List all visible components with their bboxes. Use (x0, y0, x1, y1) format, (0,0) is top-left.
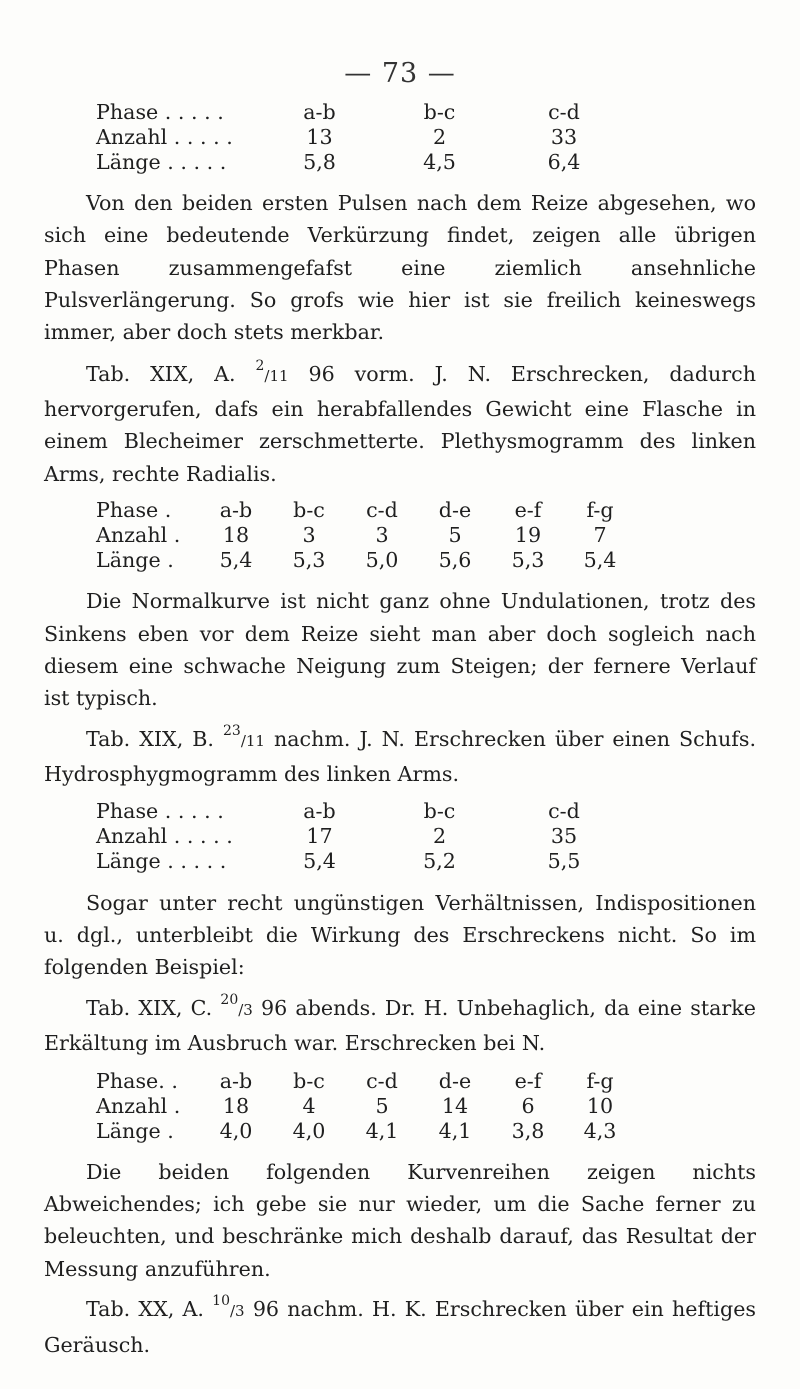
table-cell: e-f (514, 498, 542, 523)
table-cell: a-b (219, 498, 253, 523)
table-row (96, 799, 626, 824)
table-cell: 18 (222, 523, 250, 548)
table-cell: 5 (448, 523, 462, 548)
table-measurements-4 (96, 1069, 636, 1144)
table-cell: 3 (375, 523, 389, 548)
date-denominator: /11 (264, 366, 289, 385)
paragraph-text: nachm. J. N. Erschrecken über einen Schufs. Hydrosphygmogramm des linken Arms. (44, 726, 757, 787)
table-cell: c-d (548, 100, 580, 124)
date-denominator: /3 (238, 1001, 253, 1020)
table-cell: b-c (293, 498, 325, 523)
table-row (96, 523, 636, 548)
row-label: Phase . . . . . (96, 100, 224, 124)
paragraph: Die Normalkurve ist nicht ganz ohne Undulationen, trotz des Sinkens eben vor dem Reize sieht man aber doch sogleich nach diesem eine schwache Neigung zum Steigen; der fernere Verlauf ist typisch. (44, 589, 756, 711)
table-cell: 5,3 (511, 548, 545, 573)
table-cell: 2 (432, 124, 447, 149)
table-cell: 13 (306, 124, 333, 149)
table-cell: a-b (303, 799, 336, 824)
table-cell: c-d (366, 1068, 398, 1093)
table-measurements-2 (96, 498, 636, 573)
table-cell: 4,5 (423, 149, 456, 174)
table-cell: b-c (423, 100, 456, 124)
table-cell: 6 (521, 1093, 535, 1118)
table-row (96, 150, 626, 175)
table-cell: 18 (222, 1093, 250, 1118)
paragraph: Von den beiden ersten Pulsen nach dem Reize abgesehen, wo sich eine bedeutende Verkürzung findet, zeigen alle übrigen Phasen zusammengefafst eine ziemlich ansehnliche Pulsverlängerung. So grofs wie hier ist sie freilich keineswegs immer, aber doch stets merkbar. (44, 191, 756, 345)
table-cell: 5,0 (365, 548, 399, 573)
table-cell: 3,8 (511, 1118, 545, 1143)
table-cell: 10 (586, 1093, 614, 1118)
paragraph-text: 96 vorm. J. N. Erschrecken, dadurch hervorgerufen, dafs ein herabfallendes Gewicht eine Flasche in einem Blecheimer zerschmetterte. Plethysmogramm des linken Arms, rechte Radialis. (44, 361, 757, 486)
table-cell: c-d (548, 799, 580, 824)
table-cell: a-b (303, 100, 336, 124)
row-label: Anzahl . . . . . (96, 124, 233, 149)
table-cell: 4,0 (219, 1118, 253, 1143)
row-label: Länge . . . . . (96, 849, 227, 874)
date-numerator: 20 (220, 992, 239, 1009)
table-cell: d-e (438, 1068, 472, 1093)
row-label: Anzahl . . . . . (96, 824, 233, 849)
table-measurements-1 (96, 100, 626, 175)
table-cell: c-d (366, 498, 398, 523)
paragraph-text: 96 abends. Dr. H. Unbehaglich, da eine starke Erkältung im Ausbruch war. Erschrecken bei N. (44, 996, 756, 1056)
table-cell: 4 (302, 1093, 316, 1118)
table-cell: f-g (586, 1068, 614, 1093)
paragraph: Sogar unter recht ungünstigen Verhältnissen, Indispositionen u. dgl., unterbleibt die Wirkung des Erschreckens nicht. So im folgenden Beispiel: (44, 890, 756, 980)
table-cell: 3 (302, 523, 316, 548)
table-cell: 33 (550, 124, 578, 149)
date-denominator: /11 (240, 731, 265, 750)
table-row (96, 100, 626, 125)
date-numerator: 10 (212, 1293, 230, 1310)
table-row (96, 1069, 636, 1094)
row-label: Länge . (96, 548, 174, 573)
table-row (96, 1119, 636, 1144)
table-cell: 35 (550, 824, 578, 849)
table-cell: 17 (306, 824, 333, 849)
row-label: Phase. . (96, 1068, 178, 1093)
row-label: Anzahl . (96, 523, 181, 548)
row-label: Phase . (96, 498, 172, 523)
table-cell: 19 (514, 523, 542, 548)
table-row (96, 498, 636, 523)
table-reference: Tab. XIX, A. (86, 361, 236, 386)
table-reference: Tab. XIX, C. (86, 996, 213, 1021)
table-row (96, 824, 626, 849)
row-label: Anzahl . (96, 1093, 181, 1118)
page-number: — 73 — (344, 58, 456, 89)
table-cell: 5,8 (303, 149, 336, 174)
table-cell: 5 (375, 1093, 389, 1118)
table-measurements-3 (96, 799, 626, 874)
paragraph (44, 992, 756, 1060)
paragraph-text: 96 nachm. H. K. Erschrecken über ein heftiges Geräusch. (44, 1297, 757, 1357)
paragraph: Die beiden folgenden Kurvenreihen zeigen nichts Abweichendes; ich gebe sie nur wieder, um die Sache ferner zu beleuchten, und beschränke mich deshalb darauf, das Resultat der Messung anzuführen. (44, 1159, 756, 1281)
date-denominator: /3 (230, 1302, 245, 1321)
date-numerator: 2 (255, 357, 265, 374)
table-cell: 5,6 (438, 548, 472, 573)
table-row (96, 548, 636, 573)
table-cell: f-g (586, 498, 614, 523)
table-cell: 4,0 (292, 1118, 326, 1143)
table-cell: 6,4 (547, 149, 581, 174)
table-cell: a-b (219, 1068, 253, 1093)
table-row (96, 1094, 636, 1119)
table-cell: 2 (432, 824, 447, 849)
paragraph (44, 358, 756, 490)
paragraph (44, 723, 756, 791)
table-cell: b-c (293, 1068, 325, 1093)
table-cell: e-f (514, 1068, 542, 1093)
table-cell: 7 (593, 523, 607, 548)
table-cell: 5,4 (303, 849, 336, 874)
date-numerator: 23 (222, 722, 241, 739)
row-label: Länge . (96, 1118, 174, 1143)
table-cell: d-e (438, 498, 472, 523)
table-reference: Tab. XX, A. (86, 1297, 204, 1322)
row-label: Länge . . . . . (96, 149, 227, 174)
table-cell: 5,4 (583, 548, 617, 573)
table-cell: 14 (441, 1093, 469, 1118)
table-cell: 4,1 (365, 1118, 399, 1143)
table-cell: 5,2 (423, 849, 456, 874)
table-row (96, 849, 626, 874)
table-cell: b-c (423, 799, 456, 824)
row-label: Phase . . . . . (96, 799, 224, 824)
table-cell: 4,3 (583, 1118, 617, 1143)
table-cell: 5,4 (219, 548, 253, 573)
table-cell: 5,5 (547, 849, 581, 874)
paragraph (44, 1293, 756, 1361)
table-cell: 4,1 (438, 1118, 472, 1143)
table-row (96, 125, 626, 150)
table-reference: Tab. XIX, B. (86, 726, 214, 751)
table-cell: 5,3 (292, 548, 326, 573)
